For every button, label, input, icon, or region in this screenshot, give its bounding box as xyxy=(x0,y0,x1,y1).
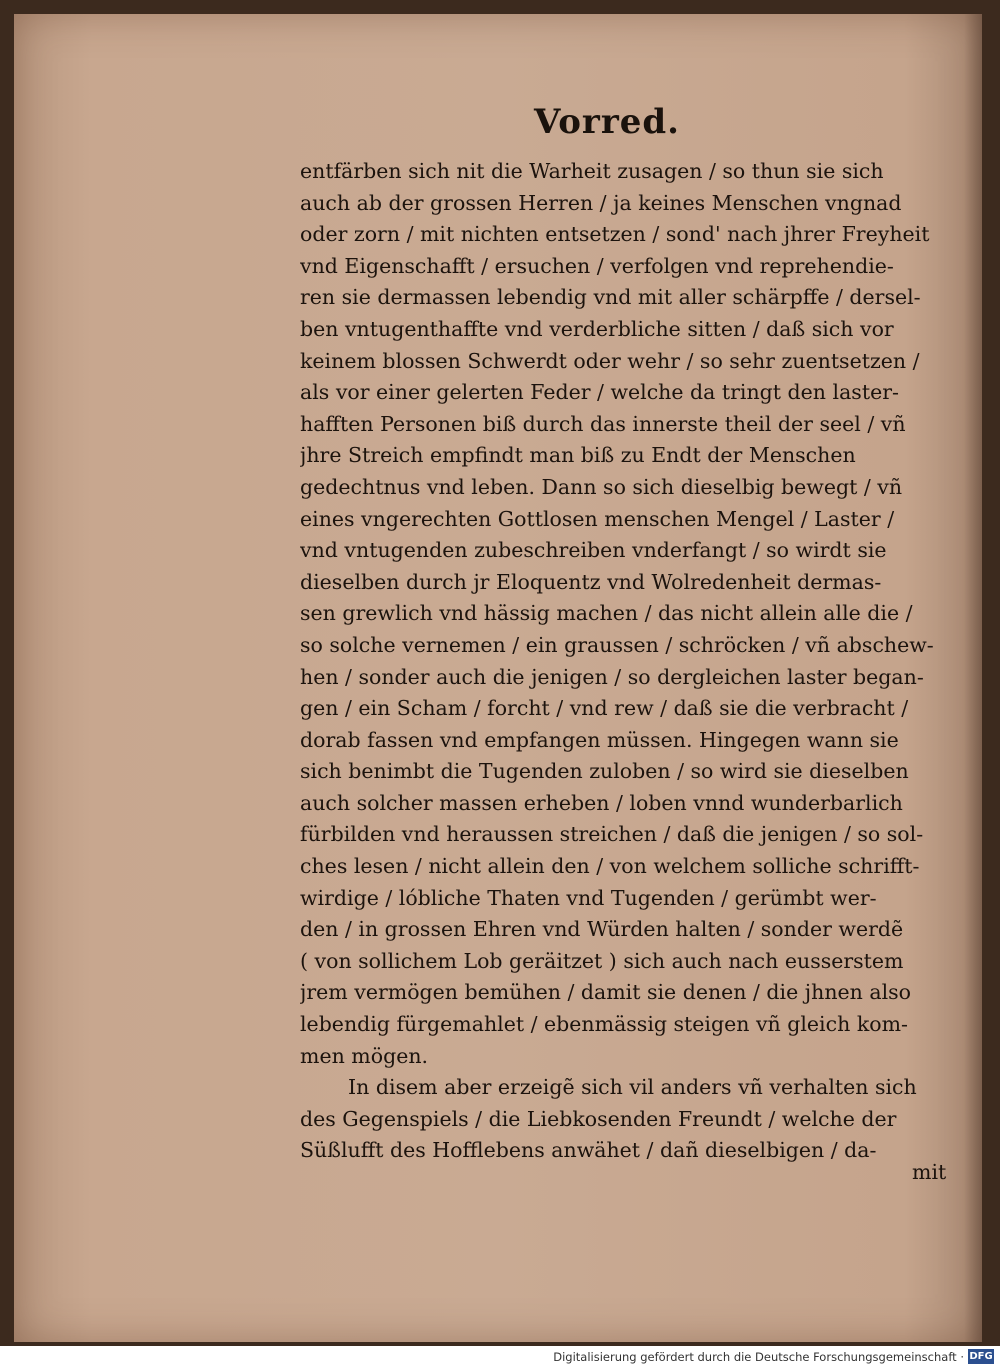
text-line: des Gegenspiels / die Liebkosenden Freundt / welche der xyxy=(300,1106,897,1131)
text-line: dorab fassen vnd empfangen müssen. Hingegen wann sie xyxy=(300,727,899,752)
footer-bar xyxy=(0,1346,1000,1369)
text-line: so solche vernemen / ein graussen / schröcken / vñ abschew- xyxy=(300,632,934,657)
text-line: sen grewlich vnd hässig machen / das nicht allein alle die / xyxy=(300,601,913,626)
text-line: auch solcher massen erheben / loben vnnd wunderbarlich xyxy=(300,790,903,815)
text-line: vnd vntugenden zubeschreiben vnderfangt / so wirdt sie xyxy=(300,538,887,563)
page-edge-shadow xyxy=(964,14,982,1342)
funding-credit: Digitalisierung gefördert durch die Deutsche Forschungsgemeinschaft · xyxy=(553,1350,964,1364)
text-line: eines vngerechten Gottlosen menschen Mengel / Laster / xyxy=(300,506,895,531)
text-line: entfärben sich nit die Warheit zusagen / so thun sie sich xyxy=(300,159,884,183)
text-line: wirdige / lóbliche Thaten vnd Tugenden / gerümbt wer- xyxy=(300,885,877,910)
text-line: men mögen. xyxy=(300,1043,429,1068)
text-line: In disem aber erzeigẽ sich vil anders vñ verhalten sich xyxy=(348,1075,917,1100)
text-line: lebendig fürgemahlet / ebenmässig steigen vñ gleich kom- xyxy=(300,1012,908,1037)
dfg-logo: DFG xyxy=(969,1351,993,1362)
text-line: als vor einer gelerten Feder / welche da tringt den laster- xyxy=(300,380,899,405)
text-line: Süßlufft des Hofflebens anwähet / dañ dieselbigen / da- xyxy=(300,1138,877,1163)
text-line: gedechtnus vnd leben. Dann so sich dieselbig bewegt / vñ xyxy=(300,474,903,499)
text-line: ben vntugenthaffte vnd verderbliche sitten / daß sich vor xyxy=(300,316,894,341)
text-line: jhre Streich empfindt man biß zu Endt der Menschen xyxy=(300,443,856,468)
text-line: den / in grossen Ehren vnd Würden halten / sonder werdẽ xyxy=(300,917,904,942)
text-line: vnd Eigenschafft / ersuchen / verfolgen vnd reprehendie- xyxy=(300,253,894,278)
text-line: ches lesen / nicht allein den / von welchem solliche schrifft- xyxy=(300,854,920,879)
running-head: Vorred. xyxy=(534,102,681,142)
text-line: fürbilden vnd heraussen streichen / daß die jenigen / so sol- xyxy=(300,822,924,847)
text-line: jrem vermögen bemühen / damit sie denen / die jhnen also xyxy=(300,980,912,1005)
text-line: hen / sonder auch die jenigen / so dergleichen laster began- xyxy=(300,664,924,689)
body-text xyxy=(300,156,962,1167)
book-page xyxy=(14,14,982,1342)
text-line: gen / ein Scham / forcht / vnd rew / daß sie die verbracht / xyxy=(300,696,909,721)
text-line: dieselben durch jr Eloquentz vnd Wolredenheit dermas- xyxy=(300,569,882,594)
text-line: ( von sollichem Lob geräitzet ) sich auch nach eusserstem xyxy=(300,948,904,973)
text-line: keinem blossen Schwerdt oder wehr / so sehr zuentsetzen / xyxy=(300,348,920,373)
text-line: ren sie dermassen lebendig vnd mit aller schärpffe / dersel- xyxy=(300,285,921,310)
text-line: hafften Personen biß durch das innerste theil der seel / vñ xyxy=(300,411,906,436)
text-line: auch ab der grossen Herren / ja keines Menschen vngnad xyxy=(300,190,902,215)
text-line: sich benimbt die Tugenden zuloben / so wird sie dieselben xyxy=(300,759,909,784)
catchword: mit xyxy=(912,1160,947,1184)
text-line: oder zorn / mit nichten entsetzen / sond' nach jhrer Freyheit xyxy=(300,222,930,247)
